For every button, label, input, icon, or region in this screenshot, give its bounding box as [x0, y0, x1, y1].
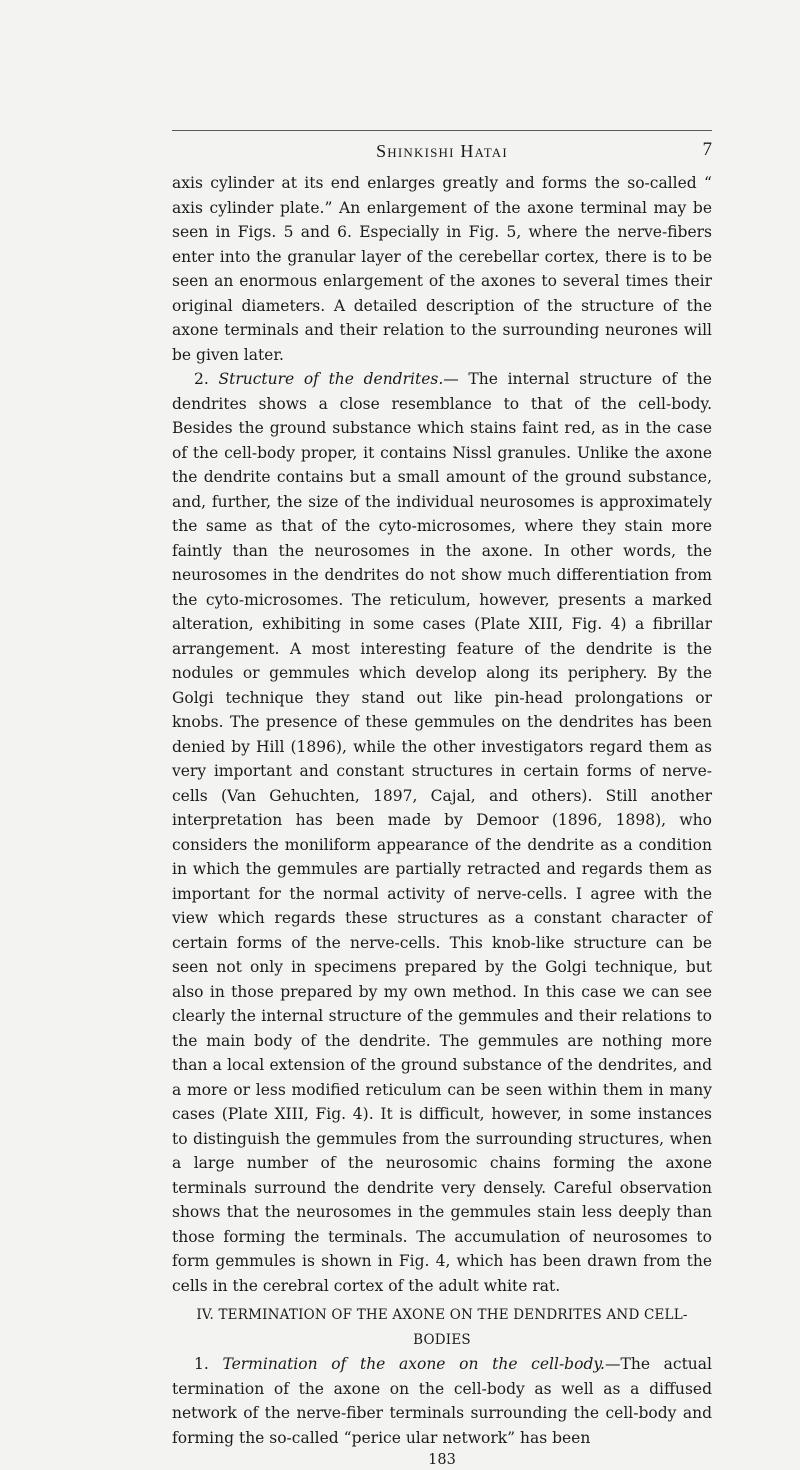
paragraph-number: 1. — [194, 1355, 209, 1373]
paragraph-termination — [172, 1352, 712, 1450]
folio: 183 — [428, 1452, 456, 1468]
running-head: Shinkishi Hatai — [376, 141, 508, 161]
body-text — [172, 171, 712, 1470]
page-number: 7 — [702, 139, 712, 160]
paragraph-body: — The internal structure of the dendrites shows a close resemblance to that of the cell-body. Besides the ground substance which stains faint red, as in the case of the cell-body proper, it contains Nissl granules. Unlike the axone the dendrite contains but a small amount of the ground substance, and, further, the size of the individual neurosomes is approximately the same as that of the cyto-microsomes, where they stain more faintly than the neurosomes in the axone. In other words, the neurosomes in the dendrites do not show much differentiation from the cyto-microsomes. The reticulum, however, presents a marked alteration, exhibiting in some cases (Plate XIII, Fig. 4) a fibrillar arrangement. A most interesting feature of the dendrite is the nodules or gemmules which develop along its periphery. By the Golgi technique they stand out like pin-head prolongations or knobs. The presence of these gemmules on the dendrites has been denied by Hill (1896), while the other investigators regard them as very important and constant structures in certain forms of nerve-cells (Van Gehuchten, 1897, Cajal, and others). Still another interpretation has been made by Demoor (1896, 1898), who considers the moniliform appearance of the dendrite as a condition in which the gemmules are partially retracted and regards them as important for the normal activity of nerve-cells. I agree with the view which regards these structures as a constant character of certain forms of the nerve-cells. This knob-like structure can be seen not only in specimens prepared by the Golgi technique, but also in those prepared by my own method. In this case we can see clearly the internal structure of the gemmules and their relations to the main body of the dendrite. The gemmules are nothing more than a local extension of the ground substance of the dendrites, and a more or less modified reticulum can be seen within them in many cases (Plate XIII, Fig. 4). It is difficult, however, in some instances to distinguish the gemmules from the surrounding structures, when a large number of the neurosomic chains forming the axone terminals surround the dendrite very densely. Careful observation shows that the neurosomes in the gemmules stain less deeply than those forming the terminals. The accumulation of neurosomes to form gemmules is shown in Fig. 4, which has been drawn from the cells in the cerebral cortex of the adult white rat. — [172, 370, 712, 1295]
paragraph-dendrites — [172, 367, 712, 1298]
page-header — [172, 130, 712, 165]
paragraph-axis-cylinder: axis cylinder at its end enlarges greatly and forms the so-called “ axis cylinder plate.” An enlargement of the axone terminal may be seen in Figs. 5 and 6. Especially in Fig. 5, where the nerve-fibers enter into the granular layer of the cerebellar cortex, there is to be seen an enormous enlargement of the axones to several times their original diameters. A detailed description of the structure of the axone terminals and their relation to the surrounding neurones will be given later. — [172, 174, 712, 364]
section-heading: IV. TERMINATION OF THE AXONE ON THE DENDRITES AND CELL-BODIES — [196, 1307, 688, 1348]
paragraph-body: —The actual termination of the axone on the cell-body as well as a diffused network of the nerve-fiber terminals surrounding the cell-body and forming the so-called “perice ular network” has been — [172, 1355, 712, 1447]
page — [172, 130, 712, 1470]
subheading-termination: Termination of the axone on the cell-body. — [222, 1355, 605, 1373]
subheading-dendrites: Structure of the dendrites. — [218, 370, 444, 388]
paragraph-number: 2. — [194, 370, 209, 388]
